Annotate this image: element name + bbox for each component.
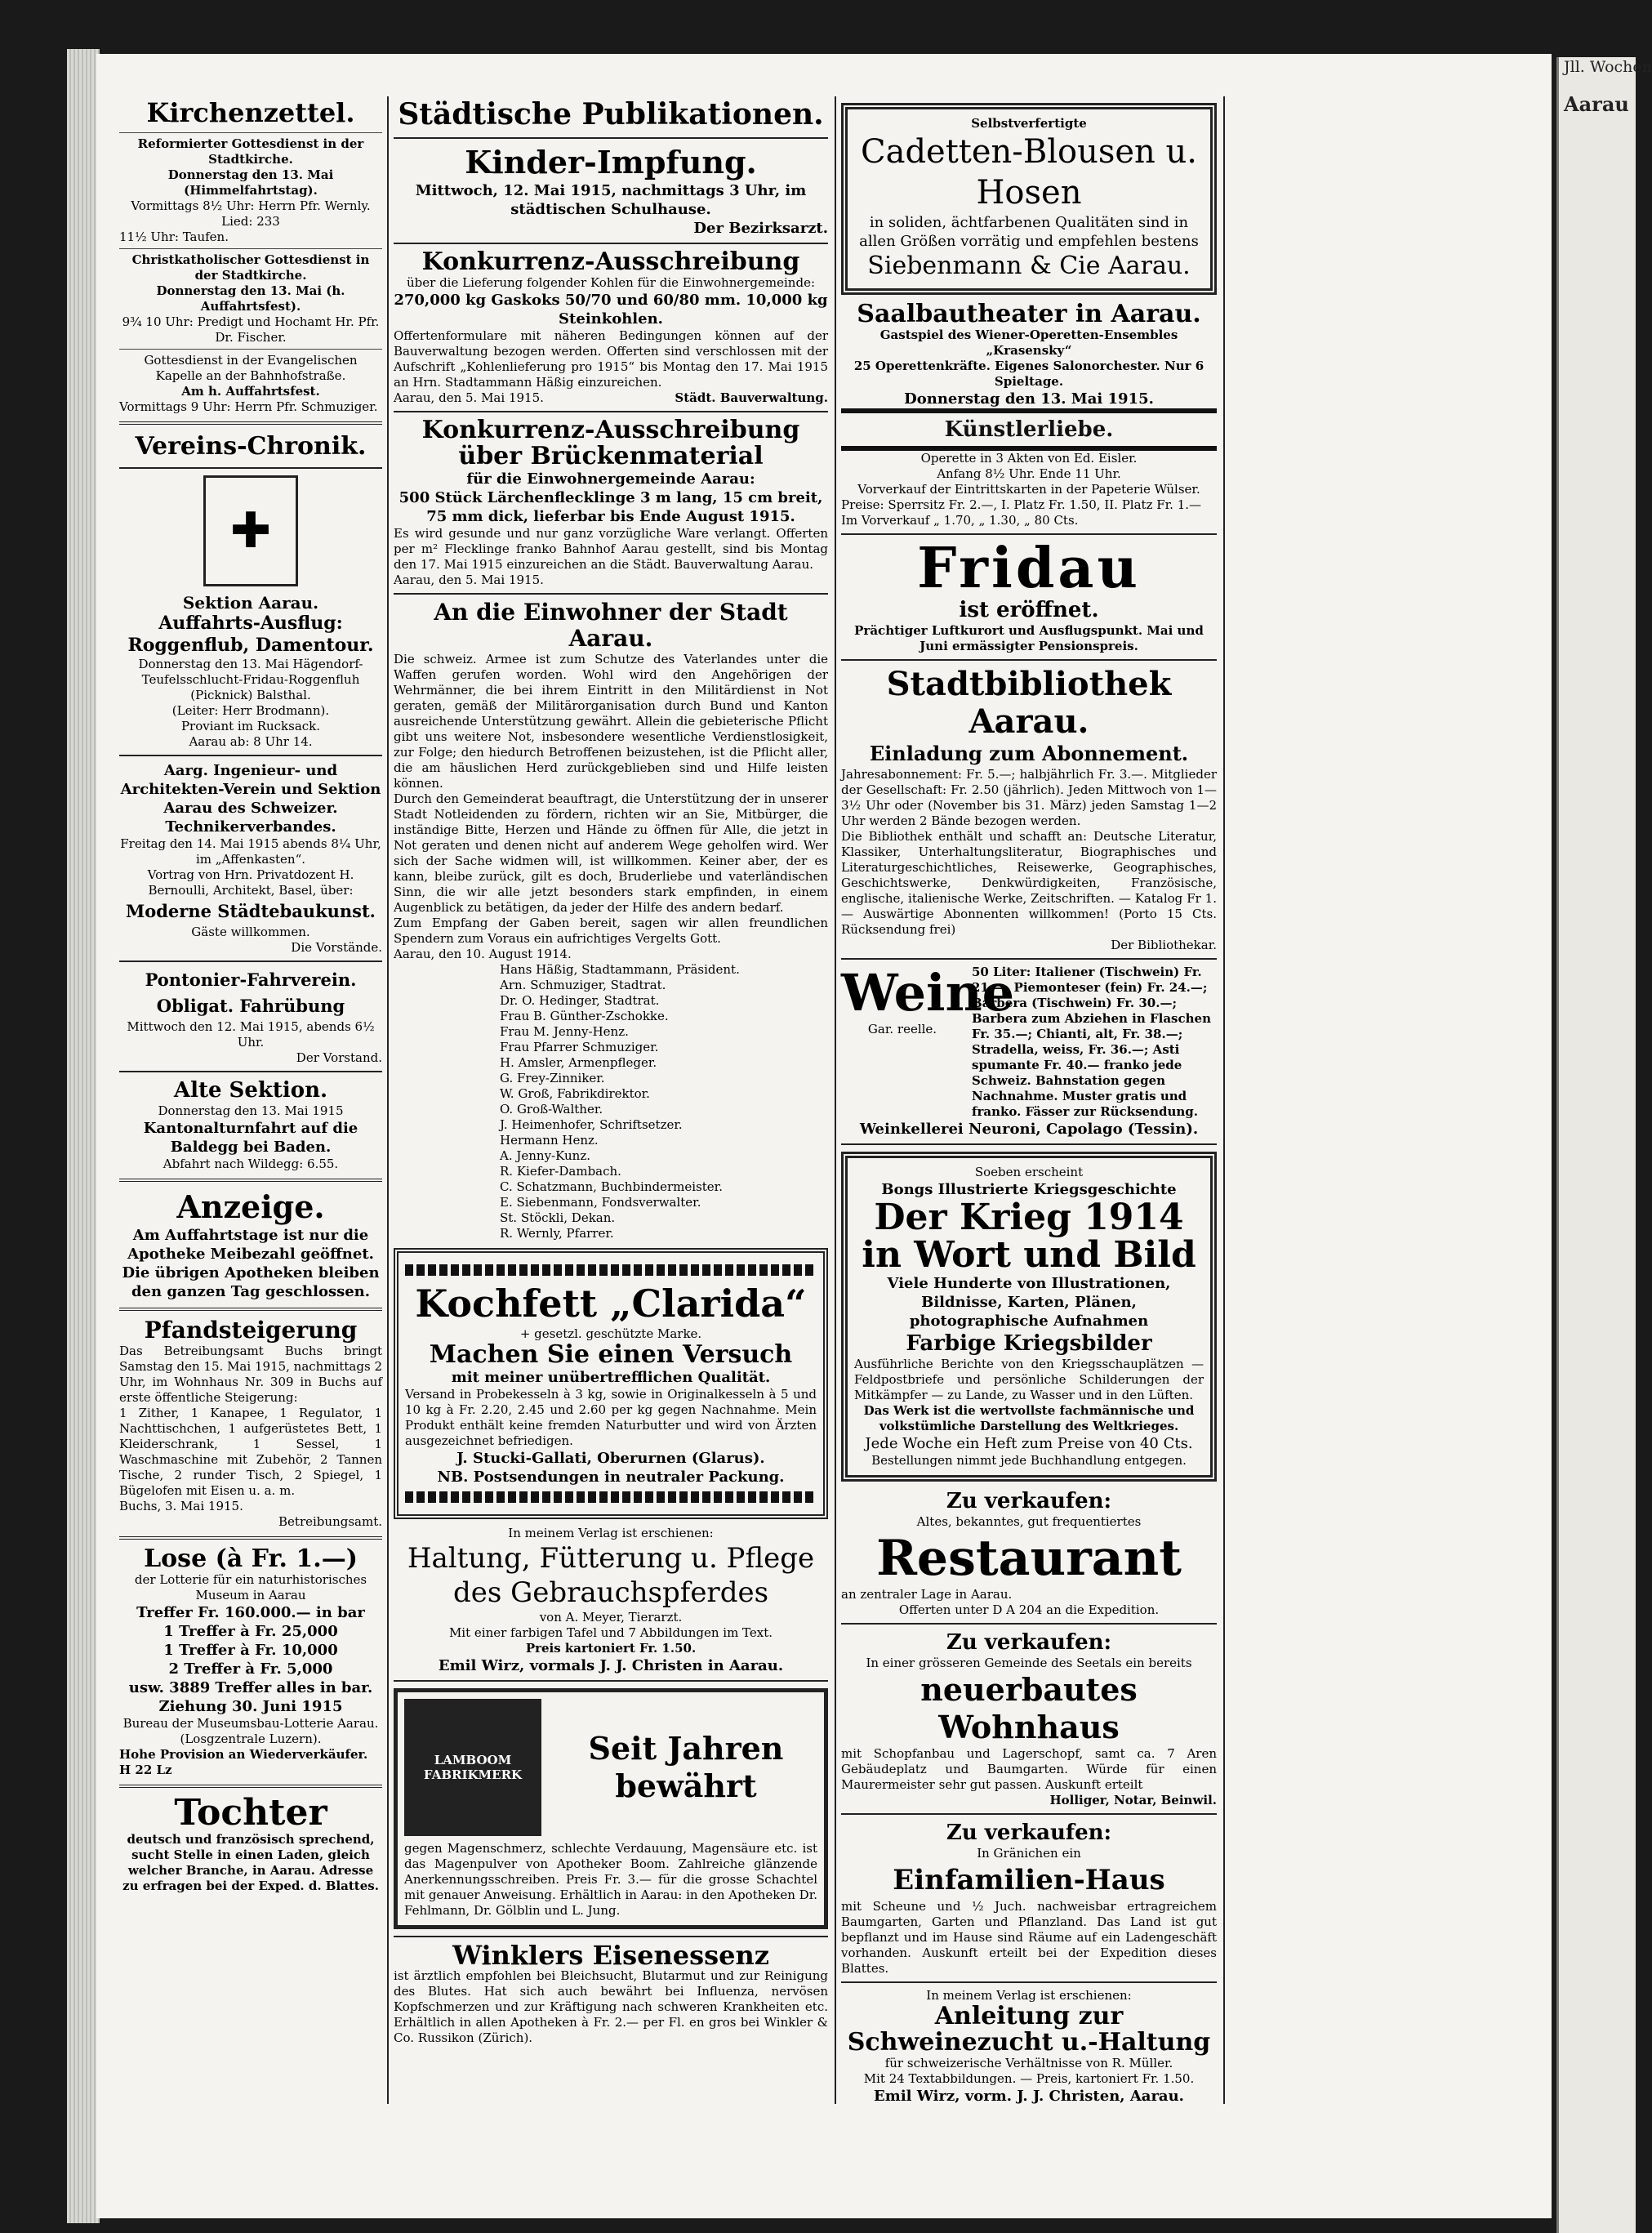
impfung-title: Kinder-Impfung.	[465, 144, 757, 181]
signatory: Arn. Schmuziger, Stadtrat.	[500, 978, 666, 992]
ing-topic: Moderne Städtebaukunst.	[126, 901, 376, 921]
pontonier-line: Der Vorstand.	[296, 1050, 382, 1065]
einwohner-text: Zum Empfang der Gaben bereit, sagen wir allen freundlichen Spendern zum Voraus ein aufrichtiges Vergelts Gott.	[394, 916, 828, 946]
rule	[394, 137, 828, 139]
pfand-text: 1 Zither, 1 Kanapee, 1 Regulator, 1 Nachttischchen, 1 aufgerüstetes Bett, 1 Kleiderschrank, 1 Sessel, 1 Waschmaschine mit Zubehör, 2 Tannen Tische, 2 runder Tisch, 2 Spiegel, 1 Bügelofen mit Eisen u. a. m.	[119, 1406, 382, 1498]
saalbau-line: Vorverkauf der Eintrittskarten in der Papeterie Wülser.	[857, 482, 1200, 497]
schwein-title: Anleitung zur Schweinezucht u.-Haltung	[847, 2002, 1211, 2057]
rule	[119, 1785, 382, 1788]
lamboom-logo: LAMBOOM FABRIKMERK	[404, 1699, 541, 1836]
krieg-line: Das Werk ist die wertvollste fachmännische und volkstümliche Darstellung des Weltkrieges.	[863, 1403, 1195, 1433]
konkurrenz1-line: 270,000 kg Gaskoks 50/70 und 60/80 mm. 10,000 kg Steinkohlen.	[394, 292, 828, 328]
rule	[394, 593, 828, 595]
fridau-text: Prächtiger Luftkurort und Ausflugspunkt. Mai und Juni ermässigter Pensionspreis.	[854, 623, 1204, 653]
seit-jahren-header	[404, 1699, 817, 1836]
signatory: Frau Pfarrer Schmuziger.	[500, 1040, 659, 1054]
restaurant-line: an zentraler Lage in Aarau.	[841, 1587, 1013, 1602]
schwein-line: In meinem Verlag ist erschienen:	[926, 1988, 1132, 2003]
signatory: G. Frey-Zinniker.	[500, 1071, 605, 1085]
column-1	[119, 96, 382, 2104]
rule	[119, 248, 382, 249]
sac-title: Sektion Aarau.	[182, 593, 319, 613]
impfung-text: Mittwoch, 12. Mai 1915, nachmittags 3 Uhr, im städtischen Schulhause.	[415, 182, 807, 218]
lose-line	[119, 1747, 382, 1778]
lose-line: Ziehung 30. Juni 1915	[158, 1698, 343, 1715]
ing-line: Gäste willkommen.	[191, 925, 310, 939]
pfand-line: Betreibungsamt.	[278, 1514, 382, 1529]
clarida-line: NB. Postsendungen in neutraler Packung.	[437, 1469, 785, 1486]
clarida-line: + gesetzl. geschützte Marke.	[519, 1326, 702, 1341]
column-4-block	[1137, 286, 1496, 2083]
rule	[119, 349, 382, 350]
restaurant-line: Offerten unter D A 204 an die Expedition.	[898, 1602, 1160, 1617]
signatory: H. Amsler, Armenpfleger.	[500, 1055, 657, 1070]
haltung-line: Emil Wirz, vormals J. J. Christen in Aarau.	[438, 1657, 784, 1674]
signatory: R. Wernly, Pfarrer.	[500, 1226, 614, 1241]
anzeige-title: Anzeige.	[176, 1188, 325, 1225]
rule	[119, 1179, 382, 1182]
cadetten-title: Cadetten-Blousen u. Hosen	[860, 133, 1197, 212]
kirchen-line: Donnerstag den 13. Mai (h. Auffahrtsfest).	[156, 283, 345, 314]
signatory: Dr. O. Hedinger, Stadtrat.	[500, 993, 660, 1008]
saalbau-line: 25 Operettenkräfte. Eigenes Salonorchester. Nur 6 Spieltage.	[853, 359, 1204, 389]
krieg-line: Bestellungen nimmt jede Buchhandlung entgegen.	[871, 1453, 1187, 1468]
wohnhaus-text: mit Schopfanbau und Lagerschopf, samt ca. 7 Aren Gebäudeplatz und Baumgarten. Würde für einen Maurermeister sehr gut passen. Auskunft erteilt	[841, 1746, 1217, 1792]
einfamilienhaus-text: mit Scheune und ½ Juch. nachweisbar ertragreichem Baumgarten, Garten und Pflanzland. Das Land ist gut bepflanzt und im Hause sind Räume auf ein Ladengeschäft vorhanden. Auskunft erteilt bei der Expedition dieses Blattes.	[841, 1899, 1217, 1976]
signatory: J. Heimenhofer, Schriftsetzer.	[500, 1117, 683, 1132]
clarida-line: Machen Sie einen Versuch	[429, 1340, 793, 1369]
kirchen-line: Lied: 233	[221, 214, 280, 229]
signatory: Frau M. Jenny-Henz.	[500, 1024, 629, 1039]
vereins-chronik-title: Vereins-Chronik.	[135, 432, 367, 461]
haltung-line: Preis kartoniert Fr. 1.50.	[525, 1641, 697, 1656]
schwein-line: für schweizerische Verhältnisse von R. Müller.	[884, 2056, 1173, 2070]
rule	[394, 1680, 828, 1682]
adjacent-line: Aarau	[1564, 92, 1629, 116]
lose-line: 2 Treffer à Fr. 5,000	[168, 1660, 333, 1678]
kirchen-line: Donnerstag den 13. Mai (Himmelfahrtstag).	[167, 167, 334, 198]
konkurrenz1-sign: Städt. Bauverwaltung.	[675, 390, 828, 405]
clarida-text: Versand in Probekesseln à 3 kg, sowie in Originalkesseln à 5 und 10 kg à Fr. 2.20, 2.45 und 2.60 per kg gegen Nachnahme. Mein Produkt enthält keine fremden Naturbutter und wird von Ärzten ausgezeichnet befriedigen.	[405, 1387, 817, 1448]
krieg-line: Bongs Illustrierte Kriegsgeschichte	[881, 1181, 1177, 1198]
book-edge-left	[67, 49, 100, 2223]
signatory: St. Stöckli, Dekan.	[500, 1210, 616, 1225]
tochter-title: Tochter	[174, 1792, 327, 1834]
kirchen-line: Vormittags 8½ Uhr: Herrn Pfr. Wernly.	[131, 198, 371, 213]
saalbau-line: Gastspiel des Wiener-Operetten-Ensembles „Krasensky“	[879, 328, 1178, 358]
anzeige-text: Am Auffahrtstage ist nur die Apotheke Meibezahl geöffnet. Die übrigen Apotheken bleiben den ganzen Tag geschlossen.	[122, 1227, 380, 1300]
sac-line: Donnerstag den 13. Mai Hägendorf-Teufelsschlucht-Fridau-Roggenfluh (Picknick) Balsthal.	[138, 657, 363, 702]
sac-line: (Leiter: Herr Brodmann).	[171, 703, 330, 718]
kirchen-line: Am h. Auffahrtsfest.	[181, 384, 320, 399]
stadtbibliothek-title: Stadtbibliothek Aarau.	[886, 665, 1172, 741]
publikationen-title: Städtische Publikationen.	[398, 97, 824, 131]
konkurrenz2-line: 500 Stück Lärchenflecklinge 3 m lang, 15 cm breit, 75 mm dick, lieferbar bis Ende August 1915.	[399, 489, 823, 525]
winklers-title: Winklers Eisenessenz	[452, 1940, 769, 1971]
kirchen-line: Christkatholischer Gottesdienst in der Stadtkirche.	[131, 252, 370, 283]
einfamilienhaus-line: Zu verkaufen:	[946, 1821, 1112, 1845]
krieg-title: Der Krieg 1914	[874, 1197, 1184, 1238]
pontonier-sub: Obligat. Fahrübung	[156, 996, 345, 1016]
rule	[119, 1071, 382, 1072]
rule	[119, 1308, 382, 1311]
kirchenzettel-title: Kirchenzettel.	[146, 97, 355, 128]
einwohner-title: An die Einwohner der Stadt Aarau.	[434, 599, 788, 652]
seit-jahren-ad	[394, 1688, 828, 1929]
pfand-text: Das Betreibungsamt Buchs bringt Samstag den 15. Mai 1915, nachmittags 2 Uhr, im Wohnhaus Nr. 309 in Buchs auf erste öffentliche Steigerung:	[119, 1344, 382, 1405]
konkurrenz1-text: Offertenformulare mit näheren Bedingungen können auf der Bauverwaltung bezogen werden. Offerten sind verschlossen mit der Aufschrift „Kohlenlieferung pro 1915“ bis Montag den 17. Mai 1915 an Hrn. Stadtammann Häßig einzureichen.	[394, 328, 828, 390]
wohnhaus-line: In einer grösseren Gemeinde des Seetals ein bereits	[866, 1656, 1192, 1670]
haltung-title: Haltung, Fütterung u. Pflege des Gebrauchspferdes	[407, 1542, 815, 1609]
kirchen-line: 11½ Uhr: Taufen.	[119, 230, 229, 244]
saalbau-title: Saalbautheater in Aarau.	[857, 300, 1201, 328]
lose-line: Bureau der Museumsbau-Lotterie Aarau. (Losgzentrale Luzern).	[122, 1716, 379, 1746]
saalbau-line: Anfang 8½ Uhr. Ende 11 Uhr.	[937, 466, 1121, 481]
cadetten-sign: Siebenmann & Cie Aarau.	[867, 252, 1191, 280]
weine-title: Weine	[841, 963, 1015, 1023]
signatory: O. Groß-Walther.	[500, 1102, 603, 1116]
saalbau-prices: Preise: Sperrsitz Fr. 2.—, I. Platz Fr. 1.50, II. Platz Fr. 1.— Im Vorverkauf „ 1.70, „ 1.30, „ 80 Cts.	[841, 497, 1202, 528]
winklers-text: ist ärztlich empfohlen bei Bleichsucht, Blutarmut und zur Reinigung des Blutes. Hat sich auch bewährt bei Influenza, nervösen Kopfschmerzen und zur Kräftigung nach schweren Krankheiten etc. Erhältlich in allen Apotheken à Fr. 2.— per Fl. en gros bei Winkler & Co. Russikon (Zürich).	[394, 1968, 828, 2045]
sac-line: Aarau ab: 8 Uhr 14.	[189, 734, 313, 749]
ornament-bar	[405, 1491, 817, 1503]
rule	[119, 961, 382, 962]
haltung-line: von A. Meyer, Tierarzt.	[539, 1610, 683, 1625]
signatory: E. Siebenmann, Fondsverwalter.	[500, 1195, 701, 1210]
krieg-title: in Wort und Bild	[862, 1234, 1196, 1276]
sac-line: Proviant im Rucksack.	[180, 719, 321, 733]
signatory: Hermann Henz.	[500, 1133, 599, 1148]
haltung-line: Mit einer farbigen Tafel und 7 Abbildungen im Text.	[448, 1625, 773, 1640]
ing-line: Freitag den 14. Mai 1915 abends 8¼ Uhr, im „Affenkasten“.	[120, 836, 381, 867]
signatory: Frau B. Günther-Zschokke.	[500, 1009, 669, 1023]
wohnhaus-sign: Holliger, Notar, Beinwil.	[1049, 1793, 1217, 1807]
lose-line: 1 Treffer à Fr. 25,000	[163, 1623, 338, 1640]
krieg-text: Ausführliche Berichte von den Kriegsschauplätzen — Feldpostbriefe und persönliche Schilderungen der Mitkämpfer — zu Lande, zu Wasser und in den Lüften.	[854, 1357, 1204, 1402]
saalbau-line: Operette in 3 Akten von Ed. Eisler.	[920, 451, 1138, 466]
pontonier-title: Pontonier-Fahrverein.	[145, 969, 357, 990]
rule	[394, 1936, 828, 1937]
cadetten-text: in soliden, ächtfarbenen Qualitäten sind in allen Größen vorrätig und empfehlen bestens	[859, 214, 1199, 250]
einfamilienhaus-title: Einfamilien-Haus	[893, 1864, 1165, 1896]
einwohner-date: Aarau, den 10. August 1914.	[394, 947, 572, 961]
seit-jahren-title: Seit Jahren bewährt	[588, 1730, 784, 1804]
alte-line: Abfahrt nach Wildegg: 6.55.	[163, 1157, 339, 1171]
sac-excursion: Auffahrts-Ausflug: Roggenflub, Damentour.	[127, 613, 374, 656]
lose-line: 1 Treffer à Fr. 10,000	[163, 1642, 338, 1659]
column-rule	[835, 96, 836, 2104]
weine-line: Gar. reelle.	[867, 1022, 937, 1036]
pfand-line: Buchs, 3. Mai 1915.	[119, 1499, 243, 1513]
ing-line: Die Vorstände.	[291, 940, 382, 955]
restaurant-line: Zu verkaufen:	[946, 1489, 1112, 1513]
konkurrenz2-title: Konkurrenz-Ausschreibung über Brückenmaterial	[421, 416, 800, 470]
einwohner-text: Durch den Gemeinderat beauftragt, die Unterstützung der in unserer Stadt Notleidenden zu fördern, richten wir an Sie, Mitbürger, die inständige Bitte, Herzen und Hände zu öffnen für Alle, die jetzt in Not geraten und denen nicht auf anderem Wege geholfen wird. Wer sich der Sache widmen will, ist willkommen. Keiner aber, der es kann, bleibe zurück, gilt es doch, Bruderliebe und vaterländischen Sinn, die wir alle jetzt besonders stark empfinden, in einem Augenblick zu betätigen, da jeder der Hilfe des andern bedarf.	[394, 791, 828, 915]
wohnhaus-title: neuerbautes Wohnhaus	[920, 1671, 1138, 1745]
saalbau-play: Künstlerliebe.	[841, 408, 1217, 451]
schwein-line: Mit 24 Textabbildungen. — Preis, kartoniert Fr. 1.50.	[863, 2071, 1195, 2086]
tochter-text: deutsch und französisch sprechend, sucht Stelle in einen Laden, gleich welcher Branche, in Aarau. Adresse zu erfragen bei der Exped. d. Blattes.	[122, 1832, 379, 1893]
kirchen-line: 9¾ 10 Uhr: Predigt und Hochamt Hr. Pfr. Dr. Fischer.	[122, 314, 380, 345]
lose-code: H 22 Lz	[119, 1763, 172, 1777]
lose-title: Lose (à Fr. 1.—)	[144, 1544, 358, 1573]
rule	[119, 755, 382, 756]
rule	[119, 132, 382, 133]
clarida-title: Kochfett „Clarida“	[415, 1281, 807, 1326]
column-2	[394, 96, 828, 2104]
krieg-line: Jede Woche ein Heft zum Preise von 40 Cts.	[865, 1435, 1193, 1452]
clarida-line: J. Stucki-Gallati, Oberurnen (Glarus).	[456, 1450, 765, 1467]
rule	[394, 411, 828, 412]
signatory: C. Schatzmann, Buchbindermeister.	[500, 1179, 723, 1194]
ornament-bar	[405, 1264, 817, 1276]
alte-line: Donnerstag den 13. Mai 1915	[158, 1103, 344, 1118]
schwein-line: Emil Wirz, vorm. J. J. Christen, Aarau.	[874, 2088, 1184, 2105]
signatory: R. Kiefer-Dambach.	[500, 1164, 621, 1179]
krieg-line: Viele Hunderte von Illustrationen, Bildnisse, Karten, Plänen, photographische Aufnahmen	[887, 1275, 1171, 1330]
ing-title: Aarg. Ingenieur- und Architekten-Verein und Sektion Aarau des Schweizer. Technikerverbandes.	[120, 762, 381, 836]
konkurrenz2-text: Es wird gesunde und nur ganz vorzügliche Ware verlangt. Offerten per m² Flecklinge franko Bahnhof Aarau gestellt, sind bis Montag den 17. Mai 1915 einzureichen an die Städt. Bauverwaltung Aarau.	[394, 526, 828, 572]
rule	[119, 1536, 382, 1540]
konkurrenz1-title: Konkurrenz-Ausschreibung	[421, 247, 800, 276]
fridau-title: Fridau	[917, 536, 1141, 601]
restaurant-title: Restaurant	[876, 1530, 1182, 1587]
alte-line: Kantonalturnfahrt auf die Baldegg bei Baden.	[143, 1120, 358, 1156]
lose-provision: Hohe Provision an Wiederverkäufer.	[119, 1747, 368, 1762]
lose-line: usw. 3889 Treffer alles in bar.	[128, 1679, 373, 1696]
pontonier-line: Mittwoch den 12. Mai 1915, abends 6½ Uhr.	[127, 1019, 375, 1050]
ing-line: Vortrag von Hrn. Privatdozent H. Bernoulli, Architekt, Basel, über:	[147, 867, 354, 898]
pfand-title: Pfandsteigerung	[144, 1317, 358, 1344]
signatory: W. Groß, Fabrikdirektor.	[500, 1086, 650, 1101]
stadtbibliothek-text: Jahresabonnement: Fr. 5.—; halbjährlich Fr. 3.—. Mitglieder der Gesellschaft: Fr. 2.50 (jährlich). Jeden Mittwoch von 1—3½ Uhr oder (November bis 31. März) jeden Samstag 1—2 Uhr werden 2 Bände bezogen werden.	[841, 767, 1217, 828]
einwohner-names	[394, 962, 828, 1241]
weine-left	[841, 963, 1015, 1120]
adjacent-page	[1556, 57, 1652, 2233]
cadetten-line: Selbstverfertigte	[971, 116, 1087, 131]
alte-sektion-title: Alte Sektion.	[173, 1078, 328, 1103]
konkurrenz1-date: Aarau, den 5. Mai 1915.	[394, 390, 544, 405]
signatory: Hans Häßig, Stadtammann, Präsident.	[500, 962, 740, 977]
stadtbibliothek-sign: Der Bibliothekar.	[1111, 938, 1217, 952]
konkurrenz2-date: Aarau, den 5. Mai 1915.	[394, 573, 544, 587]
kirchen-line: Vormittags 9 Uhr: Herrn Pfr. Schmuziger.	[119, 399, 378, 414]
saalbau-date: Donnerstag den 13. Mai 1915.	[904, 390, 1154, 408]
cadetten-ad	[841, 103, 1217, 295]
clarida-ad	[394, 1248, 828, 1519]
adjacent-line: Jll. Wochen	[1564, 58, 1652, 76]
stadtbibliothek-text: Die Bibliothek enthält und schafft an: Deutsche Literatur, Klassiker, Unterhaltungsliteratur, Biographisches und Literaturgeschichtliches, Reisewerke, Geographisches, Geschichtswerke, Denkwürdigkeiten, Französische, englische, italienische Werke, Zeitschriften. — Katalog Fr 1.— Auswärtige Abonnenten willkommen! (Porto 15 Cts. Rücksendung frei)	[841, 829, 1217, 937]
einwohner-text: Die schweiz. Armee ist zum Schutze des Vaterlandes unter die Waffen gerufen worden. Wohl wird den Angehörigen der Wehrmänner, die bei ihrem Eintritt in den Militärdienst in Not geraten, gemäß der Militärorganisation durch Bund und Kanton ausreichende Unterstützung gewährt. Allein die gebieterische Pflicht gibt uns weitere Not, insbesondere wesentliche Verdienstlosigkeit, zur Folge; den hiedurch Betroffenen beizustehen, ist die Pflicht aller, die am häuslichen Herd zurückgeblieben sind und Hilfe leisten können.	[394, 652, 828, 791]
sac-crest-icon: ✚	[203, 475, 298, 586]
konkurrenz1-line	[394, 390, 828, 406]
rule	[394, 243, 828, 244]
weine-text: 50 Liter: Italiener (Tischwein) Fr. 21.—, Piemonteser (fein) Fr. 24.—; Barbera (Tischwein) Fr. 30.—; Barbera zum Abziehen in Flaschen Fr. 35.—; Chianti, alt, Fr. 38.—; Stradella, weiss, Fr. 36.—; Asti spumante Fr. 40.— franko jede Schweiz. Bahnstation gegen Nachnahme. Muster gratis und franko. Fässer zur Rücksendung.	[972, 965, 1211, 1119]
fridau-sub: ist eröffnet.	[959, 598, 1099, 622]
lose-line: der Lotterie für ein naturhistorisches Museum in Aarau	[134, 1572, 367, 1602]
krieg-line: Farbige Kriegsbilder	[906, 1331, 1152, 1356]
signatory: A. Jenny-Kunz.	[500, 1148, 590, 1163]
rule	[119, 421, 382, 425]
column-rule	[387, 96, 389, 2104]
kirchen-line: Gottesdienst in der Evangelischen Kapelle an der Bahnhofstraße.	[144, 353, 358, 383]
einfamilienhaus-line: In Gränichen ein	[977, 1846, 1081, 1861]
wohnhaus-line: Zu verkaufen:	[946, 1630, 1112, 1655]
stadtbibliothek-sub: Einladung zum Abonnement.	[869, 742, 1189, 765]
krieg-line: Soeben erscheint	[974, 1165, 1084, 1179]
konkurrenz1-line: über die Lieferung folgender Kohlen für die Einwohnergemeinde:	[407, 275, 815, 290]
restaurant-line: Altes, bekanntes, gut frequentiertes	[916, 1514, 1142, 1529]
lose-line: Treffer Fr. 160.000.— in bar	[136, 1604, 365, 1621]
impfung-sign: Der Bezirksarzt.	[693, 220, 828, 237]
haltung-line: In meinem Verlag ist erschienen:	[508, 1526, 714, 1540]
kirchen-line: Reformierter Gottesdienst in der Stadtkirche.	[137, 136, 364, 167]
weine-sign: Weinkellerei Neuroni, Capolago (Tessin).	[859, 1121, 1199, 1138]
rule	[119, 467, 382, 469]
konkurrenz2-line: für die Einwohnergemeinde Aarau:	[466, 470, 755, 488]
seit-jahren-text: gegen Magenschmerz, schlechte Verdauung, Magensäure etc. ist das Magenpulver von Apotheker Boom. Zahlreiche glänzende Anerkennungsschreiben. Preis Fr. 3.— für die grosse Schachtel mit genauer Anweisung. Erhältlich in Aarau: in den Apotheken Dr. Fehlmann, Dr. Gölblin und L. Jung.	[404, 1841, 817, 1918]
clarida-line: mit meiner unübertrefflichen Qualität.	[451, 1369, 771, 1386]
